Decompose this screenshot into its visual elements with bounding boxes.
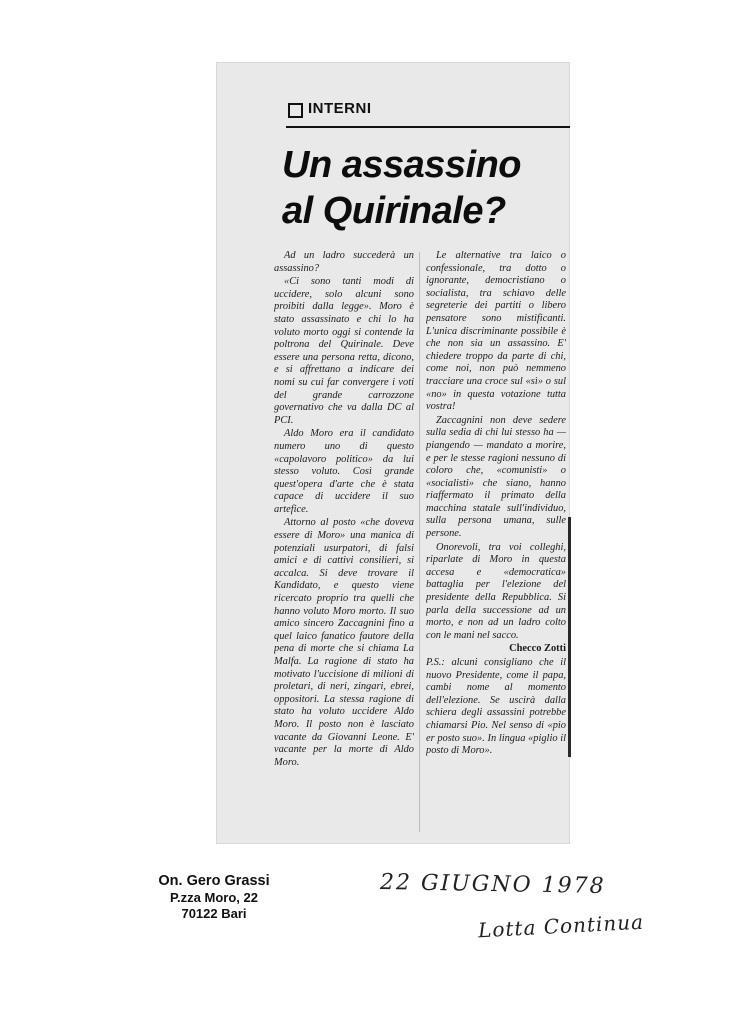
headline-line-2: al Quirinale? <box>282 190 506 232</box>
address-street: P.zza Moro, 22 <box>170 890 258 905</box>
address-city: 70122 Bari <box>181 906 247 921</box>
headline-line-1: Un assassino <box>282 144 521 186</box>
newspaper-clipping <box>216 62 570 844</box>
paragraph: Le alternative tra laico o confessionale, tra dotto o ignorante, democristiano o socialista, tra schiavo delle segreterie dei partiti o libero pensatore sono mistificanti. L'unica discriminante possibile è che non sia un assassino. E' chiedere troppo da parte di chi, come noi, non può nemmeno tracciare una croce sul «sì» o sul «no» in questa votazione tutta vostra! <box>426 250 566 413</box>
paragraph: Ad un ladro succederà un assassino? <box>274 250 414 274</box>
author-signature: Checco Zotti <box>509 643 566 655</box>
article-column-left <box>274 250 414 835</box>
article-headline <box>282 142 566 234</box>
handwritten-date: 22 GIUGNO 1978 <box>379 870 606 899</box>
postscript: P.S.: alcuni consigliano che il nuovo Presidente, come il papa, cambi nome al momento dell'elezione. Se uscirà dalla schiera degli assassini potrebbe chiamarsi Pio. Nel senso di «pio er posto suo». In lingua «piglio il posto di Moro». <box>426 657 566 757</box>
article-column-right <box>426 250 566 835</box>
handwritten-note: Lotta Continua <box>477 909 645 943</box>
paragraph: «Ci sono tanti modi di uccidere, solo alcuni sono proibiti dalla legge». Moro è stato assassinato e chi lo ha voluto morto oggi si contende la poltrona del Quirinale. Deve essere una persona retta, dicono, e si affrettano a indicare dei nomi su cui far convergere i voti del grande carrozzone governativo che va dalla DC al PCI. <box>274 276 414 426</box>
clipping-edge-shadow <box>568 517 571 757</box>
section-label: INTERNI <box>308 100 372 117</box>
paragraph: Zaccagnini non deve sedere sulla sedia di chi lui stesso ha — piangendo — mandato a morire, e per le stesse ragioni nessuno di coloro che, «comunisti» o «socialisti» che siano, hanno riaffermato il primato della macchina statale sull'individuo, sulla persona umana, sulle persone. <box>426 414 566 540</box>
column-divider <box>419 252 420 832</box>
section-header <box>286 100 570 128</box>
paragraph: Onorevoli, tra voi colleghi, riparlate di Moro in questa accesa e «democratica» battaglia per l'elezione del presidente della Repubblica. Si parla della successione ad un morto, e non ad un ladro colto con le mani nel sacco. <box>426 541 566 641</box>
address-stamp <box>144 872 284 922</box>
section-square-icon <box>288 103 303 118</box>
paragraph: Aldo Moro era il candidato numero uno di questo «capolavoro politico» da lui stesso voluto. Così grande quest'opera d'arte che è stata capace di uccidere il suo artefice. <box>274 428 414 515</box>
paragraph: Attorno al posto «che doveva essere di Moro» una manica di potenziali usurpatori, di falsi amici e di cattivi consilieri, si accalca. Si deve trovare il Kandidato, e questo viene ricercato proprio tra quelli che hanno voluto Moro morto. Il suo amico sincero Zaccagnini fino a quel laico fanatico fautore della pena di morte che si chiama La Malfa. La ragione di stato ha motivato l'uccisione di milioni di proletari, di neri, zingari, ebrei, oppositori. La stessa ragione di stato ha voluto uccidere Aldo Moro. Il posto non è lasciato vacante da Giovanni Leone. E' vacante per la morte di Aldo Moro. <box>274 517 414 768</box>
address-name: On. Gero Grassi <box>158 873 270 889</box>
